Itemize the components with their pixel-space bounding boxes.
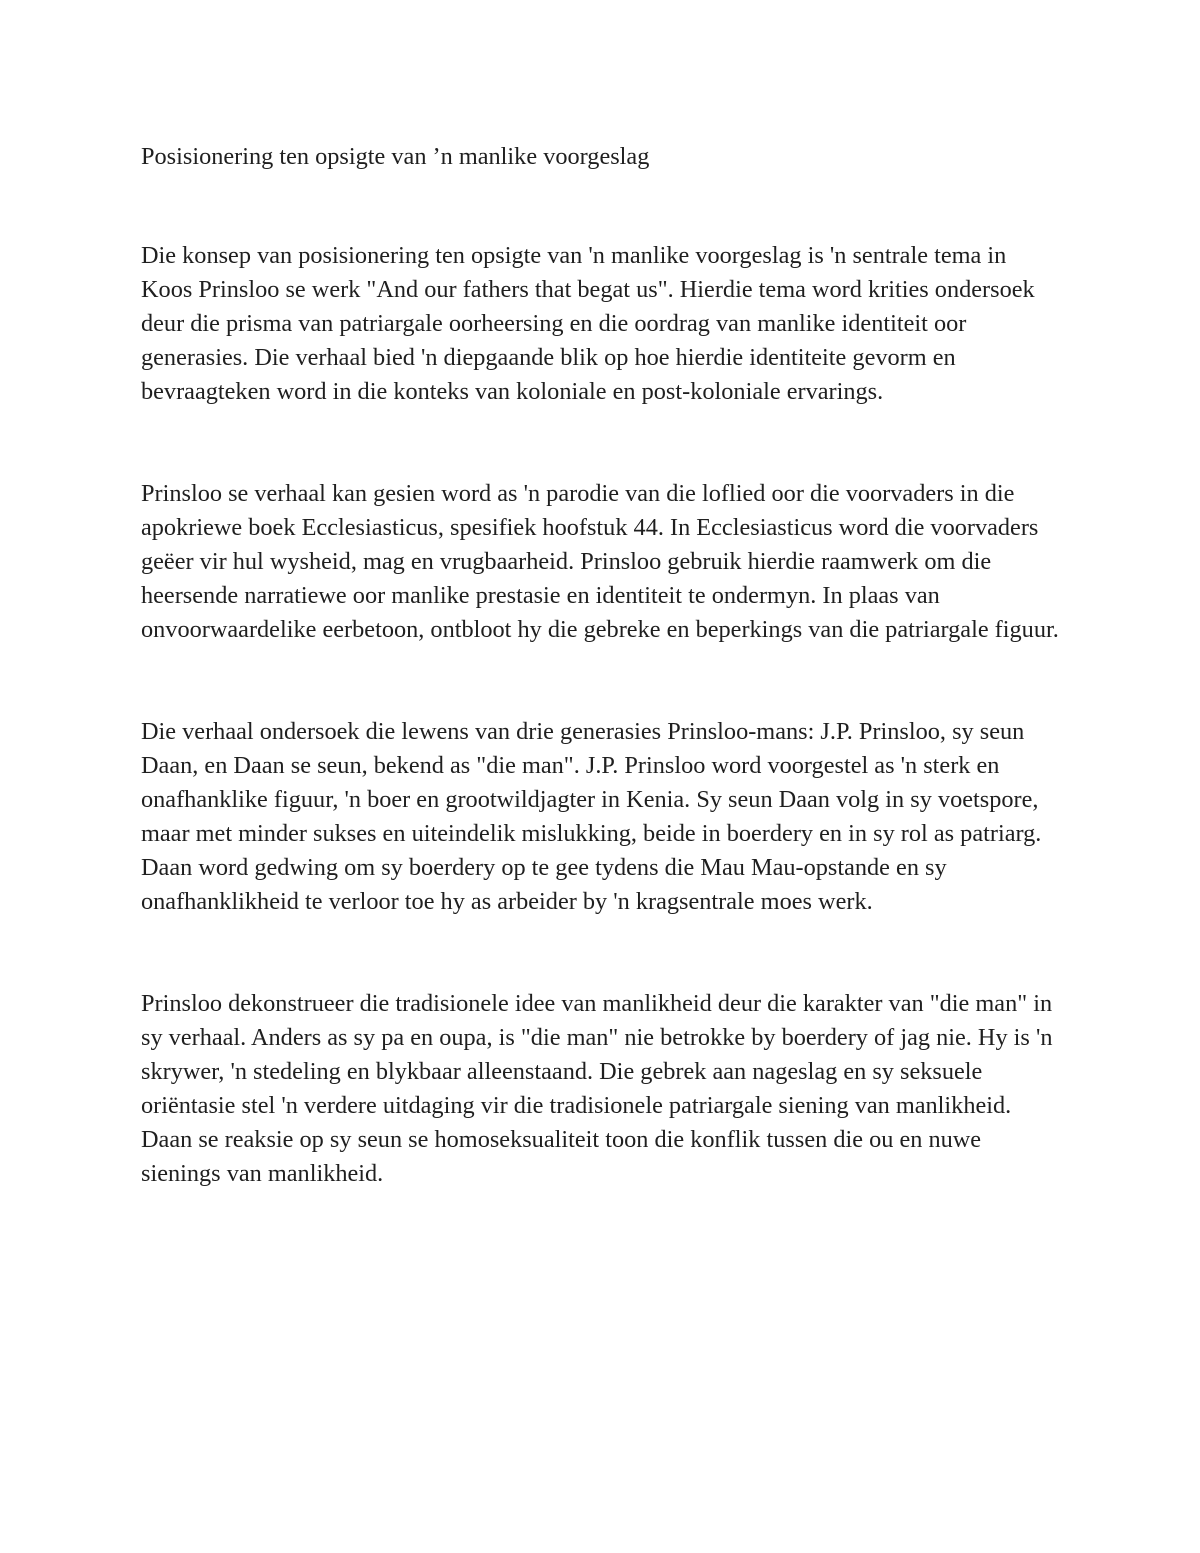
paragraph-4: Prinsloo dekonstrueer die tradisionele idee van manlikheid deur die karakter van "die man" in sy verhaal. Anders as sy pa en oupa, is "die man" nie betrokke by boerdery of jag nie. Hy is 'n skrywer, 'n stedeling en blykbaar alleenstaand. Die gebrek aan nageslag en sy seksuele oriëntasie stel 'n verdere uitdaging vir die tradisionele patriargale siening van manlikheid. Daan se reaksie op sy seun se homoseksualiteit toon die konflik tussen die ou en nuwe sienings van manlikheid. xyxy=(141,990,1053,1187)
paragraph-1: Die konsep van posisionering ten opsigte van 'n manlike voorgeslag is 'n sentrale tema in Koos Prinsloo se werk "And our fathers that begat us". Hierdie tema word krities ondersoek deur die prisma van patriargale oorheersing en die oordrag van manlike identiteit oor generasies. Die verhaal bied 'n diepgaande blik op hoe hierdie identiteite gevorm en bevraagteken word in die konteks van koloniale en post-koloniale ervarings. xyxy=(141,242,1035,405)
paragraph-3: Die verhaal ondersoek die lewens van drie generasies Prinsloo-mans: J.P. Prinsloo, sy seun Daan, en Daan se seun, bekend as "die man". J.P. Prinsloo word voorgestel as 'n sterk en onafhanklike figuur, 'n boer en grootwildjagter in Kenia. Sy seun Daan volg in sy voetspore, maar met minder sukses en uiteindelik mislukking, beide in boerdery en in sy rol as patriarg. Daan word gedwing om sy boerdery op te gee tydens die Mau Mau-opstande en sy onafhanklikheid te verloor toe hy as arbeider by 'n kragsentrale moes werk. xyxy=(141,718,1042,915)
document-page xyxy=(141,140,1061,1191)
document-title: Posisionering ten opsigte van ’n manlike voorgeslag xyxy=(141,143,650,170)
paragraph-2: Prinsloo se verhaal kan gesien word as 'n parodie van die loflied oor die voorvaders in die apokriewe boek Ecclesiasticus, spesifiek hoofstuk 44. In Ecclesiasticus word die voorvaders geëer vir hul wysheid, mag en vrugbaarheid. Prinsloo gebruik hierdie raamwerk om die heersende narratiewe oor manlike prestasie en identiteit te ondermyn. In plaas van onvoorwaardelike eerbetoon, ontbloot hy die gebreke en beperkings van die patriargale figuur. xyxy=(141,480,1059,643)
